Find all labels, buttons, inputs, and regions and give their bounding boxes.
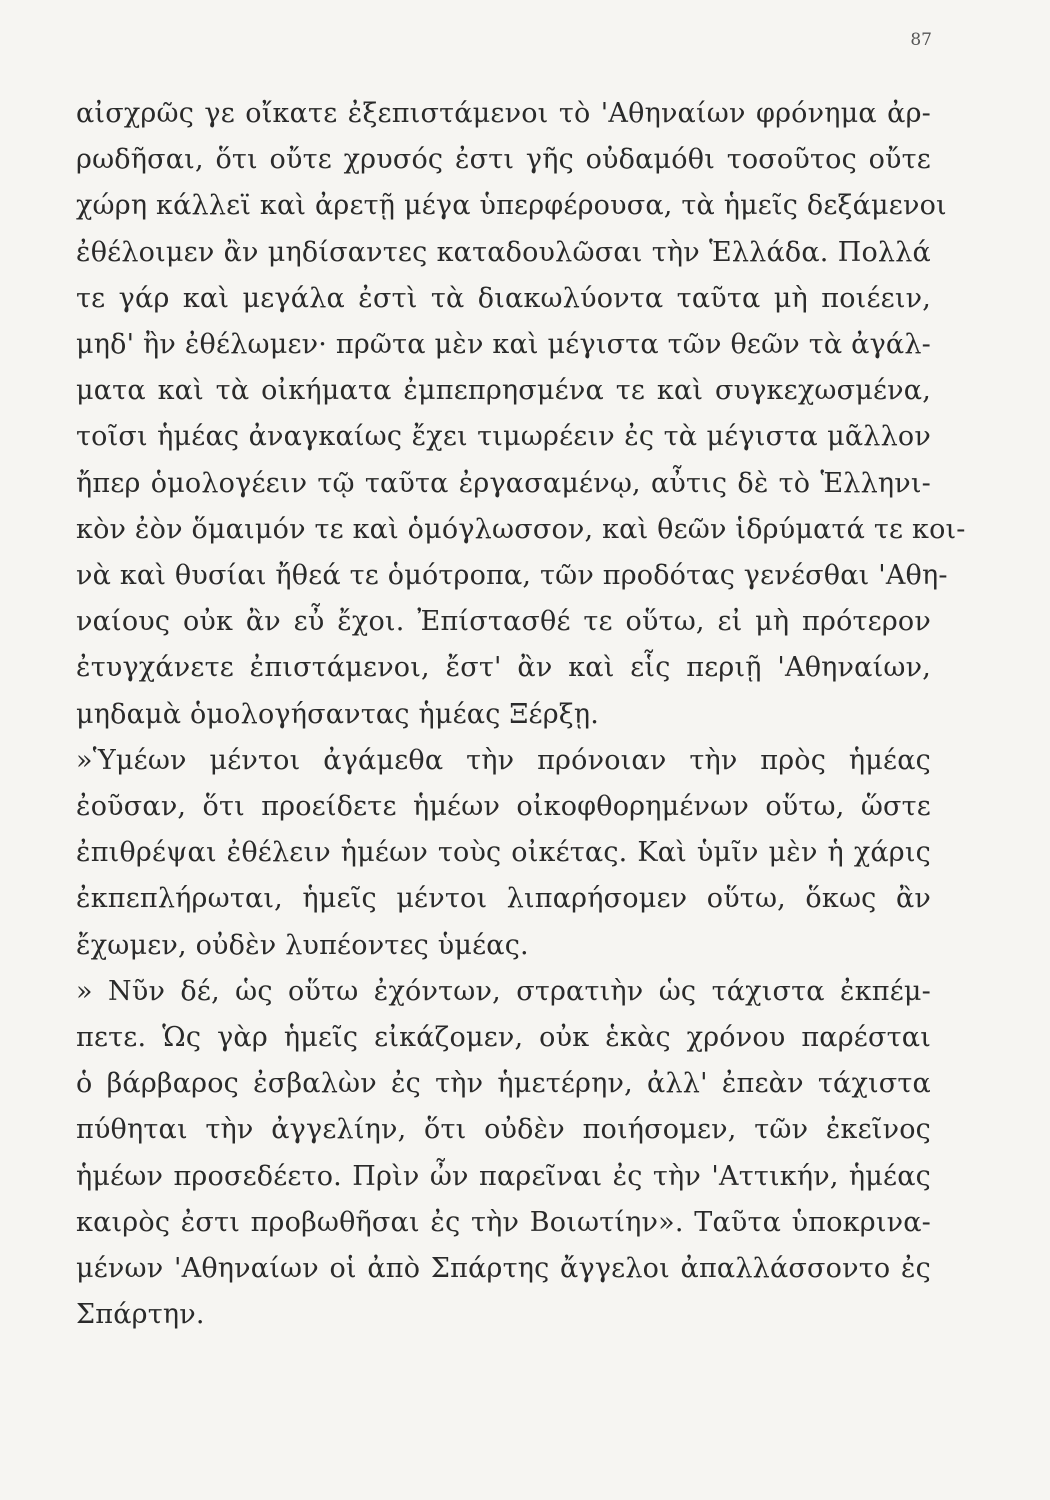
text-line: ἐκπεπλήρωται, ἡμεῖς μέντοι λιπαρήσομεν οὕτω, ὅκως ἂν	[76, 883, 931, 915]
text-line: ἐθέλοιμεν ἂν μηδίσαντες καταδουλῶσαι τὴν Ἑλλάδα. Πολλά	[76, 236, 931, 268]
text-line: μένων 'Αθηναίων οἱ ἀπὸ Σπάρτης ἄγγελοι ἀπαλλάσσοντο ἐς	[76, 1253, 931, 1285]
text-line: μηδαμὰ ὁμολογήσαντας ἡμέας Ξέρξῃ.	[76, 698, 600, 730]
text-line: »Ὑμέων μέντοι ἀγάμεθα τὴν πρόνοιαν τὴν πρὸς ἡμέας	[76, 744, 931, 776]
text-line: μηδ' ἢν ἐθέλωμεν· πρῶτα μὲν καὶ μέγιστα τῶν θεῶν τὰ ἀγάλ-	[76, 329, 931, 361]
text-line: ἡμέων προσεδέετο. Πρὶν ὦν παρεῖναι ἐς τὴν 'Αττικήν, ἡμέας	[76, 1160, 931, 1192]
text-line: ναίους οὐκ ἂν εὖ ἔχοι. Ἐπίστασθέ τε οὕτω, εἰ μὴ πρότερον	[76, 606, 931, 638]
text-line: ἐπιθρέψαι ἐθέλειν ἡμέων τοὺς οἰκέτας. Καὶ ὑμῖν μὲν ἡ χάρις	[76, 837, 931, 869]
text-line: ρωδῆσαι, ὅτι οὔτε χρυσός ἐστι γῆς οὐδαμόθι τοσοῦτος οὔτε	[76, 144, 931, 176]
text-line: ἤπερ ὁμολογέειν τῷ ταῦτα ἐργασαμένῳ, αὖτις δὲ τὸ Ἑλληνι-	[76, 467, 931, 499]
page-number: 87	[910, 30, 932, 50]
text-line: ἐτυγχάνετε ἐπιστάμενοι, ἔστ' ἂν καὶ εἷς περιῇ 'Αθηναίων,	[76, 652, 931, 684]
text-line: τε γάρ καὶ μεγάλα ἐστὶ τὰ διακωλύοντα ταῦτα μὴ ποιέειν,	[76, 282, 931, 314]
text-line: » Νῦν δέ, ὡς οὕτω ἐχόντων, στρατιὴν ὡς τάχιστα ἐκπέμ-	[76, 975, 931, 1007]
text-line: κὸν ἐὸν ὅμαιμόν τε καὶ ὁμόγλωσσον, καὶ θεῶν ἱδρύματά τε κοι-	[76, 513, 966, 545]
text-line: αἰσχρῶς γε οἴκατε ἐξεπιστάμενοι τὸ 'Αθηναίων φρόνημα ἀρ-	[76, 98, 931, 129]
text-line: ὁ βάρβαρος ἐσβαλὼν ἐς τὴν ἡμετέρην, ἀλλ' ἐπεὰν τάχιστα	[76, 1068, 931, 1100]
text-line: Σπάρτην.	[76, 1299, 205, 1331]
text-line: ἐοῦσαν, ὅτι προείδετε ἡμέων οἰκοφθορημένων οὕτω, ὥστε	[76, 791, 931, 823]
text-line: καιρὸς ἐστι προβωθῆσαι ἐς τὴν Βοιωτίην». Ταῦτα ὑποκρινα-	[76, 1206, 931, 1238]
body-text	[76, 91, 966, 1338]
text-line: ἔχωμεν, οὐδὲν λυπέοντες ὑμέας.	[76, 929, 529, 961]
text-line: ματα καὶ τὰ οἰκήματα ἐμπεπρησμένα τε καὶ συγκεχωσμένα,	[76, 375, 931, 407]
text-line: τοῖσι ἡμέας ἀναγκαίως ἔχει τιμωρέειν ἐς τὰ μέγιστα μᾶλλον	[76, 421, 931, 453]
text-line: νὰ καὶ θυσίαι ἤθεά τε ὁμότροπα, τῶν προδότας γενέσθαι 'Αθη-	[76, 560, 948, 592]
text-line: πετε. Ὡς γὰρ ἡμεῖς εἰκάζομεν, οὐκ ἑκὰς χρόνου παρέσται	[76, 1022, 931, 1054]
text-line: πύθηται τὴν ἀγγελίην, ὅτι οὐδὲν ποιήσομεν, τῶν ἐκεῖνος	[76, 1114, 931, 1146]
text-line: χώρη κάλλεϊ καὶ ἀρετῇ μέγα ὑπερφέρουσα, τὰ ἡμεῖς δεξάμενοι	[76, 190, 947, 222]
